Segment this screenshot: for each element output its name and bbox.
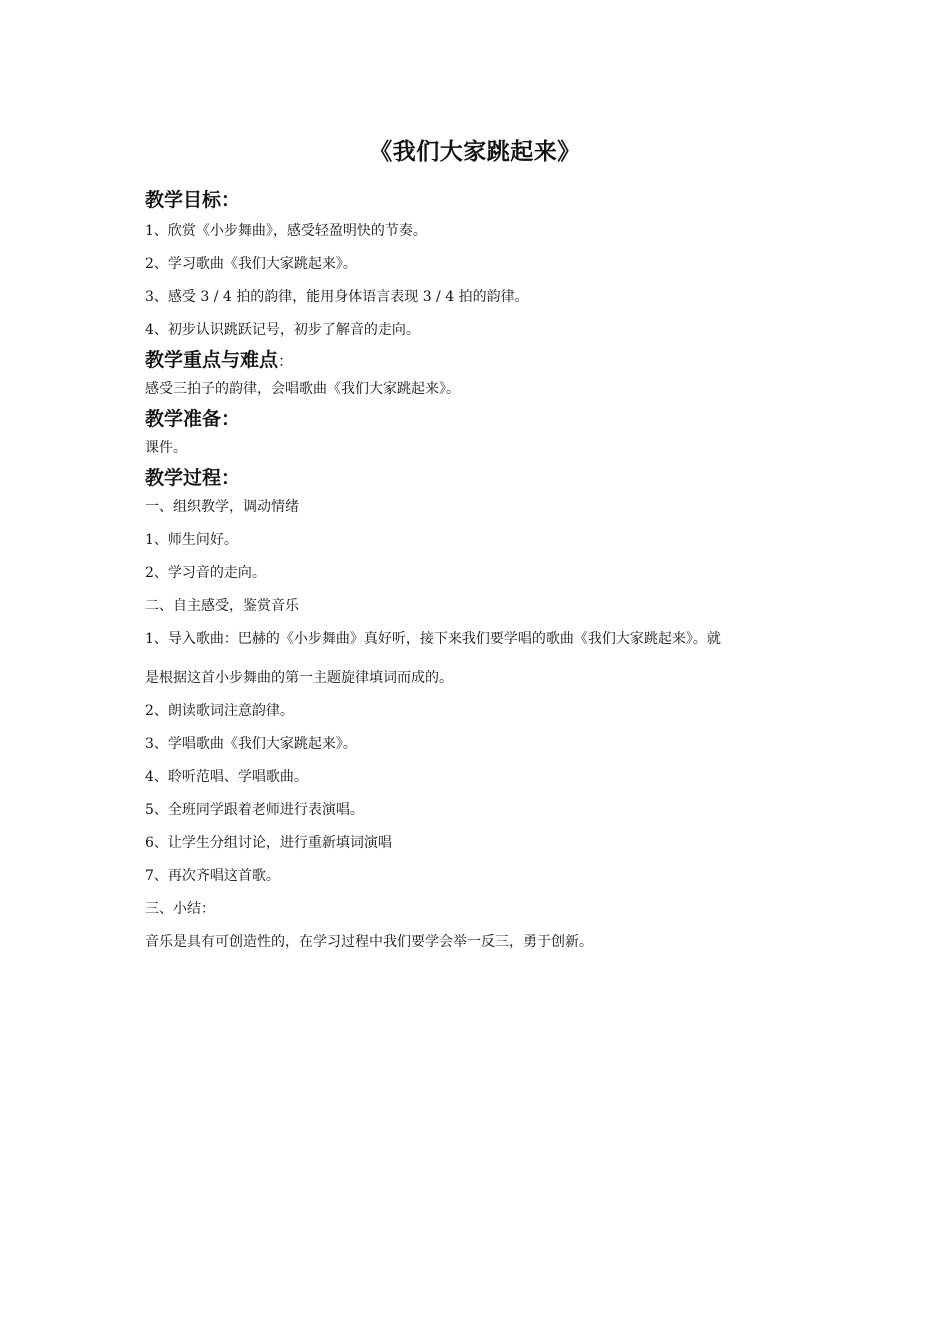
objective-item: 2、学习歌曲《我们大家跳起来》。 xyxy=(145,256,357,272)
section-heading-process: 教学过程： xyxy=(145,467,241,489)
process-item: 1、师生问好。 xyxy=(145,532,238,548)
document-body xyxy=(145,186,815,965)
process-item: 4、聆听范唱、学唱歌曲。 xyxy=(145,769,308,785)
process-item-continued: 是根据这首小步舞曲的第一主题旋律填词而成的。 xyxy=(145,670,453,686)
process-item: 2、朗读歌词注意韵律。 xyxy=(145,703,294,719)
process-item: 三、小结： xyxy=(145,901,215,917)
document-title: 《我们大家跳起来》 xyxy=(369,139,581,165)
process-item: 一、组织教学，调动情绪 xyxy=(145,499,299,515)
preparation-item: 课件。 xyxy=(145,440,187,456)
section-heading-objectives: 教学目标： xyxy=(145,189,241,211)
process-item: 音乐是具有可创造性的，在学习过程中我们要学会举一反三，勇于创新。 xyxy=(145,934,593,950)
process-item: 5、全班同学跟着老师进行表演唱。 xyxy=(145,802,364,818)
objective-item: 1、欣赏《小步舞曲》，感受轻盈明快的节奏。 xyxy=(145,223,427,239)
process-item: 1、导入歌曲：巴赫的《小步舞曲》真好听，接下来我们要学唱的歌曲《我们大家跳起来》。就 xyxy=(145,631,721,647)
objective-item: 3、感受 3 / 4 拍的韵律，能用身体语言表现 3 / 4 拍的韵律。 xyxy=(145,289,529,305)
key-point-item: 感受三拍子的韵律，会唱歌曲《我们大家跳起来》。 xyxy=(145,381,460,397)
process-item: 6、让学生分组讨论，进行重新填词演唱 xyxy=(145,835,392,851)
objective-item: 4、初步认识跳跃记号，初步了解音的走向。 xyxy=(145,322,420,338)
key-points-heading-text: 教学重点与难点 xyxy=(145,349,279,371)
key-points-heading-colon: ： xyxy=(278,352,294,370)
section-heading-preparation: 教学准备： xyxy=(145,408,241,430)
process-item: 二、自主感受，鉴赏音乐 xyxy=(145,598,299,614)
process-item: 7、再次齐唱这首歌。 xyxy=(145,868,280,884)
process-item: 2、学习音的走向。 xyxy=(145,565,266,581)
process-item: 3、学唱歌曲《我们大家跳起来》。 xyxy=(145,736,357,752)
section-heading-key-points xyxy=(145,346,815,374)
